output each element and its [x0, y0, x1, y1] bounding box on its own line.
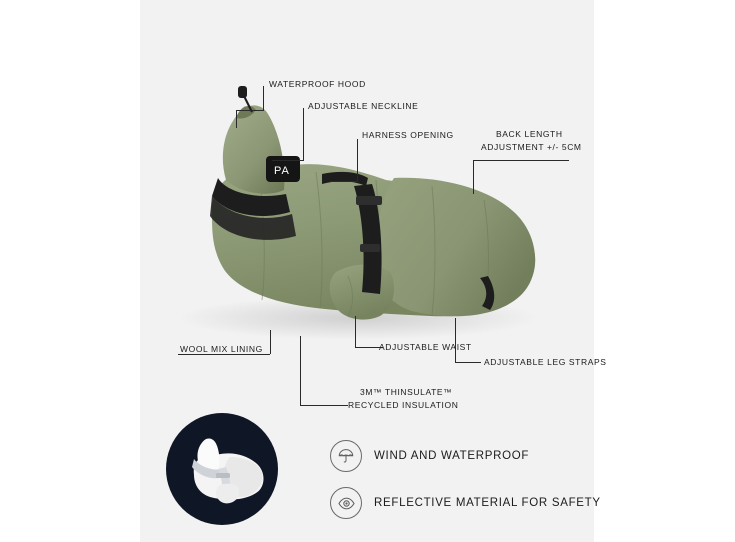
feature-label-wind-and-waterproof: WIND AND WATERPROOF — [374, 450, 530, 462]
reflective-coat-illustration — [166, 413, 278, 525]
leader-line-neckline-v — [303, 108, 304, 160]
leader-line-harness-v — [357, 139, 358, 181]
leader-line-backlength-v — [473, 160, 474, 194]
eye-glyph — [337, 494, 356, 513]
eye-icon — [330, 487, 362, 519]
umbrella-glyph — [337, 447, 355, 465]
callout-harness-opening: HARNESS OPENING — [362, 130, 454, 140]
callout-adjustable-waist: ADJUSTABLE WAIST — [379, 342, 472, 352]
leader-line-insulation-h — [300, 405, 348, 406]
umbrella-icon — [330, 440, 362, 472]
leader-line-legstraps-h — [455, 362, 481, 363]
reflective-demo-inset — [166, 413, 278, 525]
callout-waterproof-hood: WATERPROOF HOOD — [269, 79, 366, 89]
leader-line-harness-h — [330, 181, 358, 182]
leader-line-wool-v — [270, 330, 271, 354]
callout-adjustable-neckline: ADJUSTABLE NECKLINE — [308, 101, 419, 111]
svg-text:PA: PA — [274, 165, 290, 177]
left-gutter — [0, 0, 140, 542]
leader-line-legstraps-v — [455, 318, 456, 362]
leader-line-neckline-h — [272, 160, 304, 161]
callout-wool-mix-lining: WOOL MIX LINING — [180, 344, 263, 354]
leader-line-waist-v — [355, 316, 356, 347]
callout-insulation-line2: RECYCLED INSULATION — [348, 400, 459, 410]
callout-back-length-line1: BACK LENGTH — [496, 129, 563, 139]
callout-insulation-line1: 3M™ THINSULATE™ — [360, 387, 453, 397]
feature-wind-and-waterproof — [330, 440, 529, 472]
leader-line-waterproof-hood-h2 — [236, 110, 264, 111]
feature-reflective-material — [330, 487, 601, 519]
leader-line-insulation-v — [300, 336, 301, 405]
feature-label-reflective-material: REFLECTIVE MATERIAL FOR SAFETY — [374, 497, 601, 509]
leader-line-waterproof-hood-v2 — [236, 110, 237, 128]
callout-back-length-line2: ADJUSTMENT +/- 5CM — [481, 142, 582, 152]
leader-line-backlength-h — [473, 160, 569, 161]
right-gutter — [594, 0, 735, 542]
callout-adjustable-leg-straps: ADJUSTABLE LEG STRAPS — [484, 357, 607, 367]
leader-line-waterproof-hood-v1 — [263, 86, 264, 110]
